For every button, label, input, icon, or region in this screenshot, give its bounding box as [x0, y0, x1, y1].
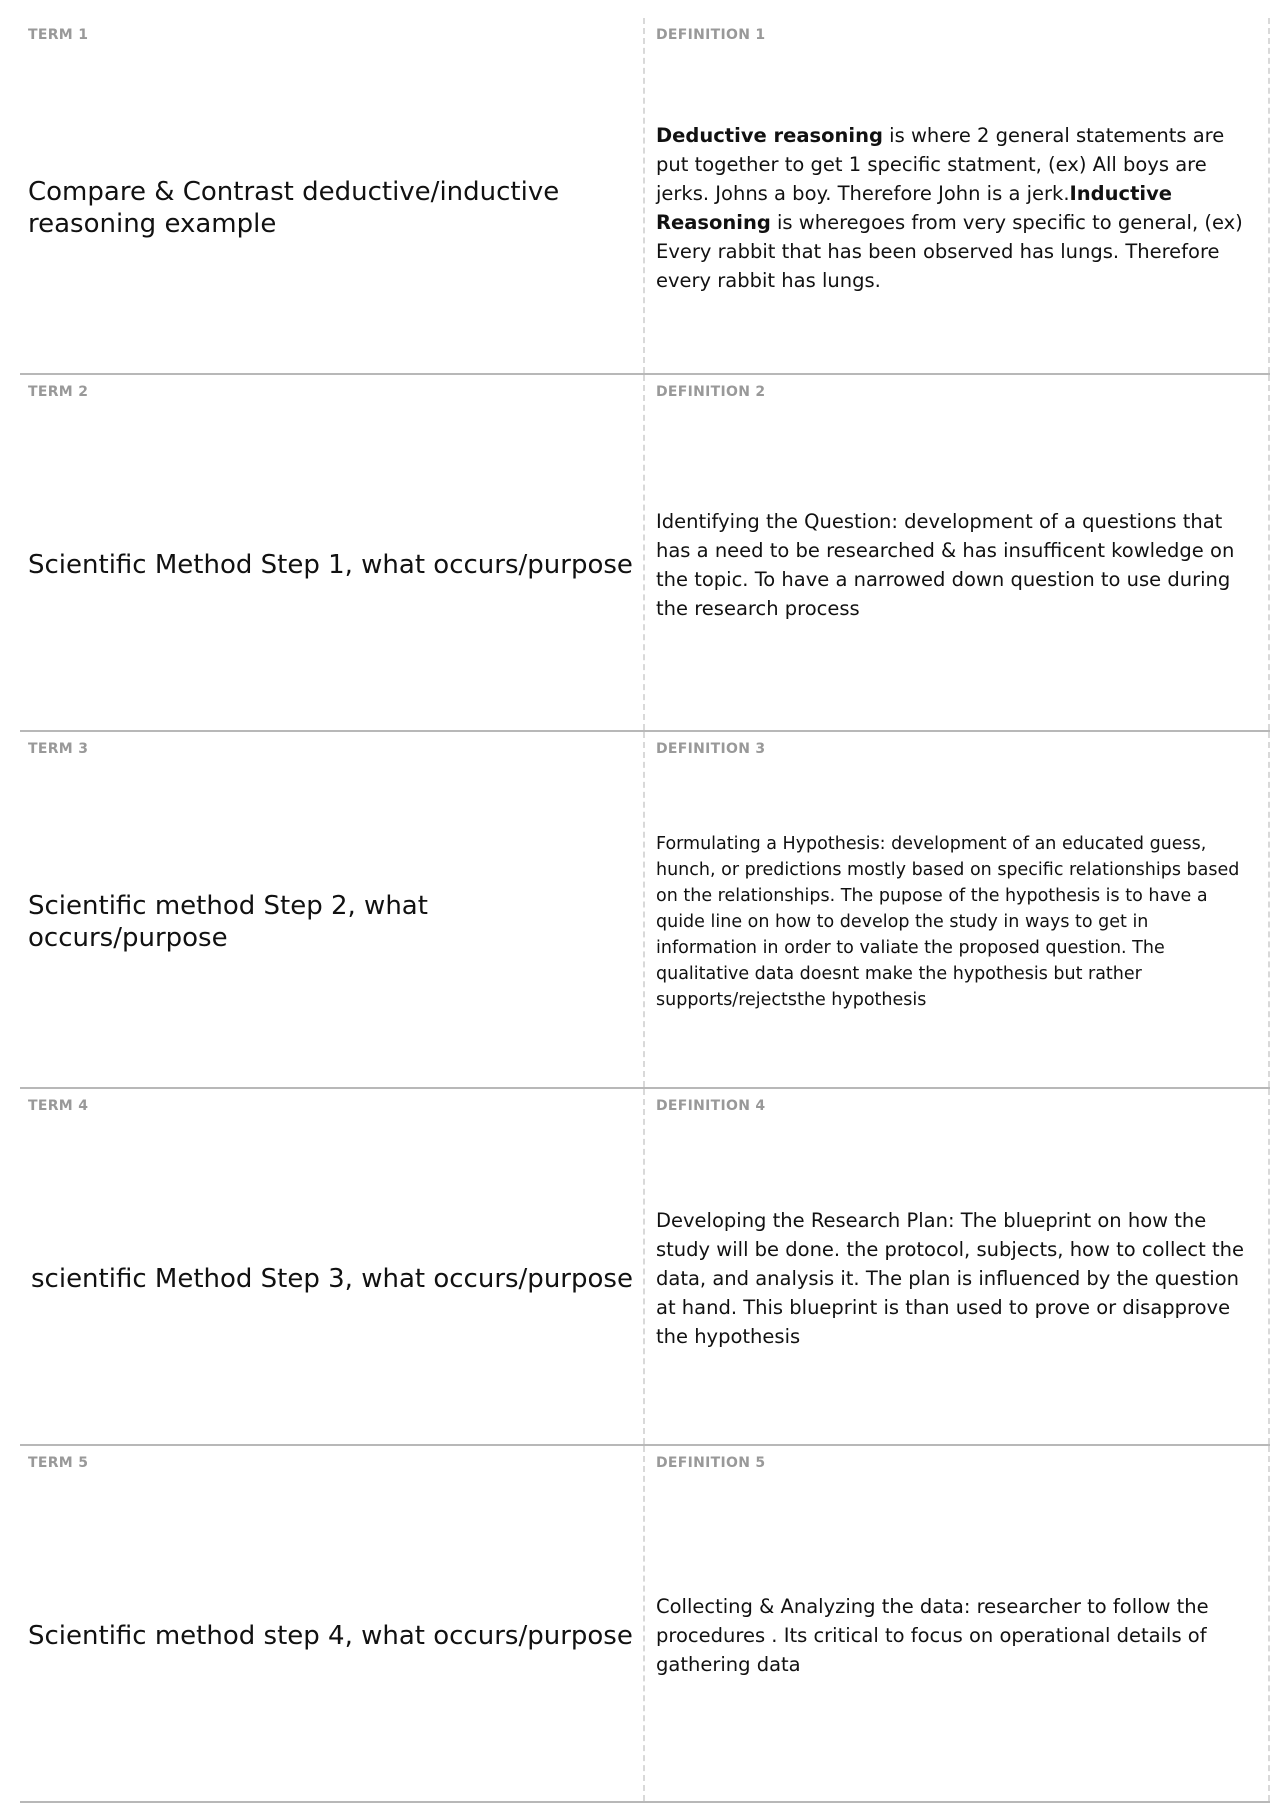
- flashcard-row-2: [20, 375, 1270, 732]
- definition-text-segment: is wheregoes from very specific to general, (ex) Every rabbit that has been observed has lungs. Therefore every rabbit has lungs.: [656, 210, 1243, 292]
- term-label-5: TERM 5: [28, 1455, 89, 1471]
- term-text-4: scientific Method Step 3, what occurs/purpose: [31, 1263, 633, 1294]
- term-text-5: Scientific method step 4, what occurs/purpose: [28, 1620, 633, 1651]
- term-label-1: TERM 1: [28, 27, 89, 43]
- definition-label-2: DEFINITION 2: [656, 384, 766, 400]
- definition-bold-term: Deductive reasoning: [656, 123, 883, 147]
- term-label-4: TERM 4: [28, 1098, 89, 1114]
- definition-label-5: DEFINITION 5: [656, 1455, 766, 1471]
- term-text-1: Compare & Contrast deductive/inductive reasoning example: [28, 176, 560, 239]
- definition-text-4: Developing the Research Plan: The blueprint on how the study will be done. the protocol, subjects, how to collect the data, and analysis it. The plan is influenced by the question at hand. This blueprint is than used to prove or disapprove the hypothesis: [656, 1209, 1244, 1348]
- term-cell-4: [20, 1089, 643, 1444]
- flashcard-row-4: [20, 1089, 1270, 1446]
- definition-cell-2: [643, 375, 1270, 730]
- definition-label-1: DEFINITION 1: [656, 27, 766, 43]
- term-cell-2: [20, 375, 643, 730]
- definition-cell-1: [643, 18, 1270, 373]
- term-label-2: TERM 2: [28, 384, 89, 400]
- definition-label-4: DEFINITION 4: [656, 1098, 766, 1114]
- definition-cell-4: [643, 1089, 1270, 1444]
- definition-text-3: Formulating a Hypothesis: development of an educated guess, hunch, or predictions mostly based on specific relationships based on the relationships. The pupose of the hypothesis is to have a quide line on how to develop the study in ways to get in information in order to valiate the proposed question. The qualitative data doesnt make the hypothesis but rather supports/rejectsthe hypothesis: [656, 833, 1240, 1010]
- flashcard-row-1: [20, 18, 1270, 375]
- definition-text-segment: is where 2 general statements are put together to get 1 specific statment, (ex) All boys are jerks. Johns a boy. Therefore John is a jerk.: [656, 123, 1225, 205]
- term-text-3: Scientific method Step 2, what occurs/purpose: [28, 890, 428, 953]
- term-cell-1: [20, 18, 643, 373]
- definition-cell-5: [643, 1446, 1270, 1801]
- definition-label-3: DEFINITION 3: [656, 741, 766, 757]
- definition-text-1: [656, 121, 1252, 295]
- flashcard-row-5: [20, 1446, 1270, 1803]
- term-cell-5: [20, 1446, 643, 1801]
- definition-cell-3: [643, 732, 1270, 1087]
- term-text-2: Scientific Method Step 1, what occurs/purpose: [28, 549, 633, 580]
- term-label-3: TERM 3: [28, 741, 89, 757]
- flashcard-row-3: [20, 732, 1270, 1089]
- definition-text-5: Collecting & Analyzing the data: researcher to follow the procedures . Its critical to focus on operational details of gathering data: [656, 1595, 1209, 1676]
- term-cell-3: [20, 732, 643, 1087]
- flashcard-sheet: [20, 18, 1270, 1803]
- definition-bold-term: Inductive Reasoning: [656, 181, 1173, 234]
- definition-text-2: Identifying the Question: development of a questions that has a need to be researched & has insufficent kowledge on the topic. To have a narrowed down question to use during the research process: [656, 509, 1235, 620]
